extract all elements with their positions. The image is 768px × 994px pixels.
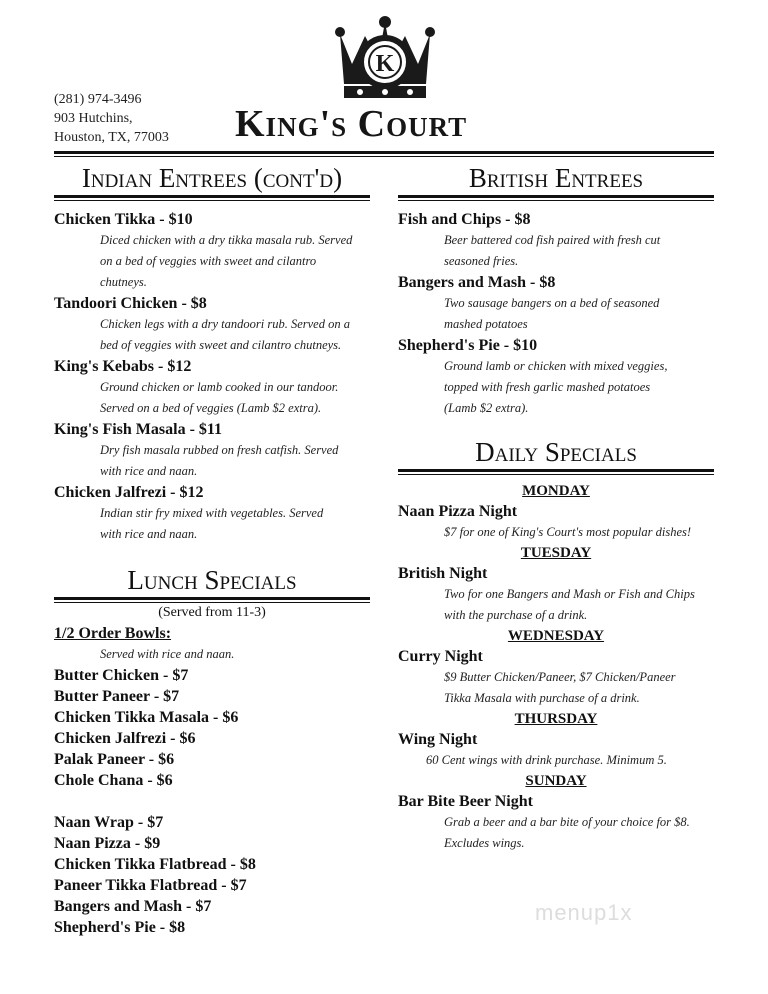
lunch-item: Chicken Jalfrezi - $6 — [54, 730, 196, 747]
lunch-others-list — [54, 812, 370, 938]
daily-special — [398, 626, 714, 709]
lunch-item: Palak Paneer - $6 — [54, 751, 175, 768]
lunch-item: Chole Chana - $6 — [54, 772, 173, 789]
lunch-specials-title: Lunch Specials — [127, 565, 297, 595]
british-entrees-title: British Entrees — [468, 163, 644, 193]
day-heading: WEDNESDAY — [507, 628, 605, 644]
item-description: Beer battered cod fish paired with fresh cut — [444, 233, 661, 247]
item-description: Ground chicken or lamb cooked in our tandoor. — [100, 380, 339, 394]
lunch-item: Naan Wrap - $7 — [54, 814, 164, 831]
lunch-item: Chicken Tikka Masala - $6 — [54, 709, 239, 726]
lunch-item: Naan Pizza - $9 — [54, 835, 161, 852]
item-description: topped with fresh garlic mashed potatoes — [444, 380, 651, 394]
lunch-item: Chicken Tikka Flatbread - $8 — [54, 856, 256, 873]
item-description: with rice and naan. — [100, 527, 198, 541]
divider — [54, 195, 370, 198]
item-description: (Lamb $2 extra). — [444, 401, 529, 415]
item-description: Indian stir fry mixed with vegetables. Served — [100, 506, 324, 520]
special-description: with the purchase of a drink. — [444, 608, 588, 622]
lunch-item: Butter Paneer - $7 — [54, 688, 180, 705]
item-name: Tandoori Chicken - $8 — [54, 295, 207, 312]
lunch-item: Paneer Tikka Flatbread - $7 — [54, 877, 247, 894]
item-name: Chicken Jalfrezi - $12 — [54, 484, 204, 501]
special-description: $9 Butter Chicken/Paneer, $7 Chicken/Paneer — [444, 670, 676, 684]
indian-entrees-list — [54, 209, 370, 545]
daily-special — [398, 709, 714, 771]
special-name: Naan Pizza Night — [398, 503, 518, 520]
item-description: Served on a bed of veggies (Lamb $2 extra). — [100, 401, 322, 415]
special-description: Tikka Masala with purchase of a drink. — [444, 691, 640, 705]
day-heading: TUESDAY — [520, 545, 592, 561]
item-description: seasoned fries. — [444, 254, 519, 268]
item-description: Chicken legs with a dry tandoori rub. Served on a — [100, 317, 350, 331]
lunch-item: Bangers and Mash - $7 — [54, 898, 212, 915]
contact-block — [54, 90, 169, 147]
menu-item — [398, 272, 714, 335]
menu-item — [54, 356, 370, 419]
right-column — [398, 163, 714, 854]
bowls-note: Served with rice and naan. — [100, 647, 235, 661]
divider-thin — [398, 474, 714, 475]
indian-entrees-title: Indian Entrees (cont'd) — [81, 163, 343, 193]
divider — [398, 469, 714, 472]
phone: (281) 974-3496 — [54, 92, 142, 107]
item-description: with rice and naan. — [100, 464, 198, 478]
item-description: Two sausage bangers on a bed of seasoned — [444, 296, 660, 310]
day-heading: SUNDAY — [525, 773, 587, 789]
special-name: Curry Night — [398, 648, 483, 665]
day-heading: THURSDAY — [514, 711, 598, 727]
special-name: Bar Bite Beer Night — [398, 793, 533, 810]
crown-logo — [330, 14, 440, 102]
daily-special — [398, 771, 714, 854]
menu-item — [54, 293, 370, 356]
day-heading: MONDAY — [522, 483, 590, 499]
item-name: King's Fish Masala - $11 — [54, 421, 223, 438]
special-name: British Night — [398, 565, 488, 582]
special-description: Excludes wings. — [444, 836, 525, 850]
divider — [54, 597, 370, 600]
item-name: Chicken Tikka - $10 — [54, 211, 193, 228]
item-description: chutneys. — [100, 275, 147, 289]
item-description: Dry fish masala rubbed on fresh catfish. Served — [100, 443, 339, 457]
item-name: Shepherd's Pie - $10 — [398, 337, 538, 354]
daily-special — [398, 543, 714, 626]
divider-thin — [54, 200, 370, 201]
divider-thin — [398, 200, 714, 201]
daily-specials-list — [398, 481, 714, 854]
item-description: Diced chicken with a dry tikka masala rub. Served — [100, 233, 353, 247]
divider — [398, 195, 714, 198]
special-name: Wing Night — [398, 731, 478, 748]
lunch-item: Shepherd's Pie - $8 — [54, 919, 186, 936]
left-column — [54, 163, 370, 938]
special-description: $7 for one of King's Court's most popular dishes! — [444, 525, 692, 539]
item-description: bed of veggies with sweet and cilantro chutneys. — [100, 338, 342, 352]
address-line-2: Houston, TX, 77003 — [54, 130, 169, 145]
menu-item — [54, 419, 370, 482]
divider-thin — [54, 602, 370, 603]
menu-item — [54, 209, 370, 293]
brand-name: King's Court — [235, 103, 468, 145]
bowls-list — [54, 665, 370, 791]
item-description: on a bed of veggies with sweet and cilantro — [100, 254, 317, 268]
lunch-item: Butter Chicken - $7 — [54, 667, 189, 684]
menu-item — [54, 482, 370, 545]
item-description: mashed potatoes — [444, 317, 528, 331]
daily-special — [398, 481, 714, 543]
header-rule-thin — [54, 156, 714, 157]
watermark: menup1x — [535, 900, 633, 925]
menu-item — [398, 335, 714, 419]
special-description: Grab a beer and a bar bite of your choice for $8. — [444, 815, 690, 829]
header-rule — [54, 151, 714, 154]
menu-item — [398, 209, 714, 272]
lunch-hours: (Served from 11-3) — [158, 605, 266, 620]
item-description: Ground lamb or chicken with mixed veggies, — [444, 359, 668, 373]
special-description: Two for one Bangers and Mash or Fish and Chips — [444, 587, 695, 601]
item-name: Bangers and Mash - $8 — [398, 274, 556, 291]
daily-specials-title: Daily Specials — [475, 437, 637, 467]
bowls-label: 1/2 Order Bowls: — [54, 625, 172, 642]
item-name: King's Kebabs - $12 — [54, 358, 192, 375]
address-line-1: 903 Hutchins, — [54, 111, 133, 126]
item-name: Fish and Chips - $8 — [398, 211, 531, 228]
british-entrees-list — [398, 209, 714, 419]
special-description: 60 Cent wings with drink purchase. Minimum 5. — [426, 753, 667, 767]
logo-letter: K — [375, 51, 395, 77]
